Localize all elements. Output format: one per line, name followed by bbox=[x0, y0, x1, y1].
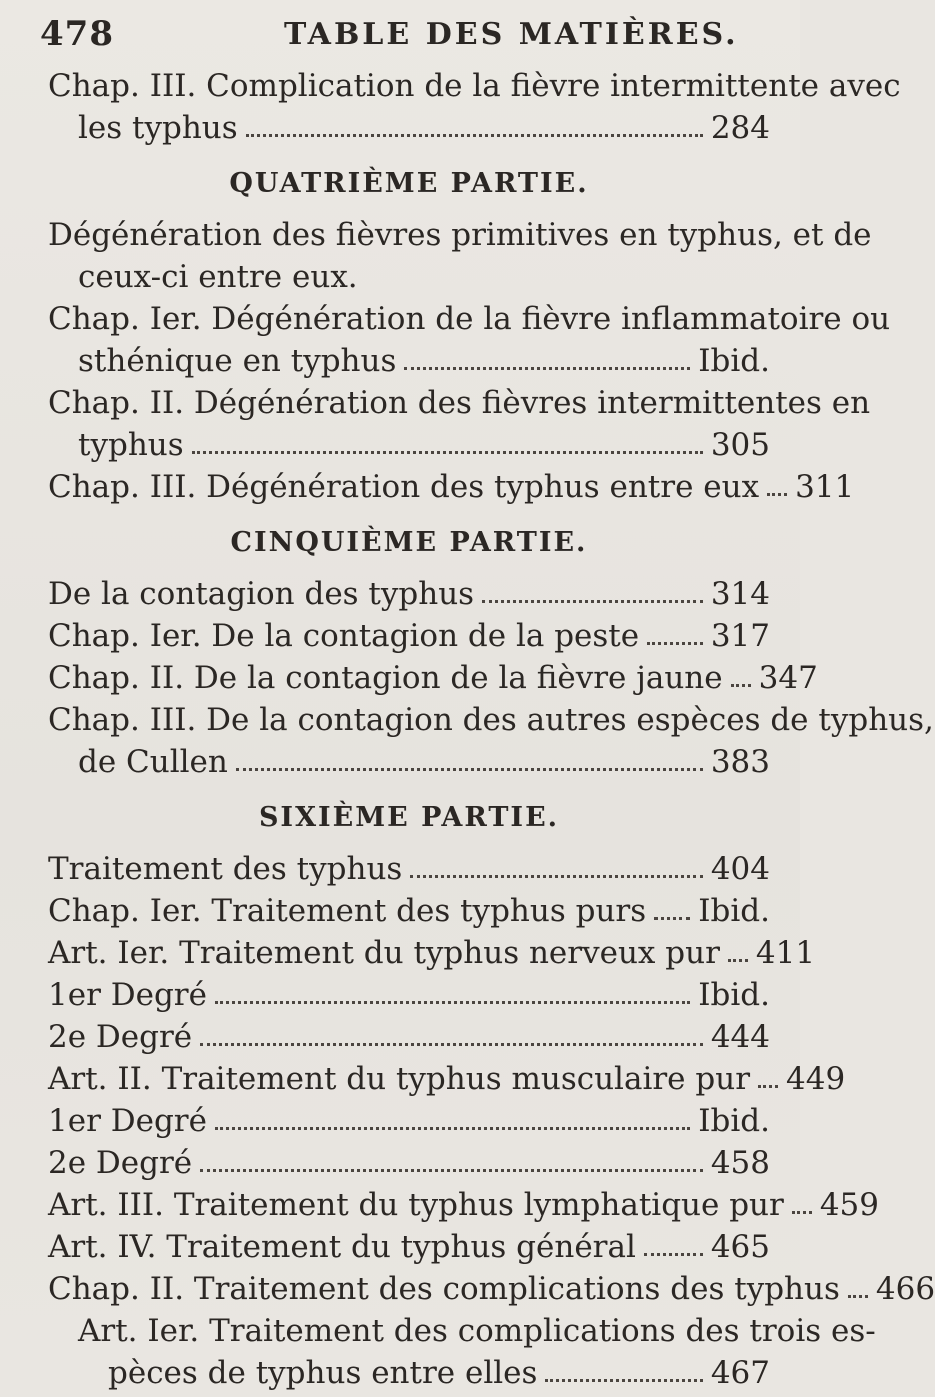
toc-entry bbox=[48, 851, 770, 887]
toc-entry-label: 2e Degré bbox=[48, 1019, 193, 1055]
dot-leader bbox=[410, 875, 703, 878]
toc-entry-label: 1er Degré bbox=[48, 977, 207, 1013]
dot-leader bbox=[404, 367, 690, 370]
toc-entry-label: Chap. Ier. De la contagion de la peste bbox=[48, 618, 640, 654]
dot-leader bbox=[246, 134, 703, 137]
toc-entry-label: 1er Degré bbox=[48, 1103, 207, 1139]
toc-page-number: 305 bbox=[710, 427, 770, 463]
dot-leader bbox=[767, 493, 787, 496]
toc-page-number: Ibid. bbox=[698, 1103, 770, 1139]
toc-entry-label: Chap. Ier. Dégénération de la fièvre inflammatoire ou bbox=[48, 301, 891, 337]
toc-page-number: 466 bbox=[875, 1271, 935, 1307]
page-number: 478 bbox=[40, 14, 114, 54]
toc-page-number: 411 bbox=[755, 935, 816, 971]
toc-page-number: 314 bbox=[710, 576, 770, 612]
toc-entry bbox=[48, 217, 872, 253]
toc-entry-label: Chap. III. Dégénération des typhus entre eux bbox=[48, 469, 760, 505]
toc-entry-continuation-row bbox=[48, 744, 770, 780]
toc-page-number: 284 bbox=[710, 110, 770, 146]
toc-entry-label: Art. III. Traitement du typhus lymphatique pur bbox=[48, 1187, 784, 1223]
dot-leader bbox=[644, 1253, 703, 1256]
toc-page-number: Ibid. bbox=[698, 343, 770, 379]
dot-leader bbox=[654, 917, 690, 920]
toc-entry-label: De la contagion des typhus bbox=[48, 576, 475, 612]
dot-leader bbox=[200, 1043, 703, 1046]
toc-page-number: 459 bbox=[819, 1187, 879, 1223]
toc-entry-label: Chap. III. De la contagion des autres espèces de typhus, bbox=[48, 702, 934, 738]
toc-entry bbox=[48, 68, 901, 104]
part-title: CINQUIÈME PARTIE. bbox=[230, 527, 588, 558]
part-title: SIXIÈME PARTIE. bbox=[258, 802, 560, 833]
toc-entry-label: Traitement des typhus bbox=[48, 851, 403, 887]
toc-entry bbox=[48, 1061, 846, 1097]
toc-entry bbox=[48, 1271, 935, 1307]
dot-leader bbox=[647, 642, 703, 645]
dot-leader bbox=[758, 1085, 778, 1088]
toc-entry bbox=[48, 893, 770, 929]
toc-entry-label: Art. Ier. Traitement du typhus nerveux pur bbox=[48, 935, 720, 971]
part-title: QUATRIÈME PARTIE. bbox=[229, 168, 589, 199]
toc-entry-label: Dégénération des fièvres primitives en typhus, et de bbox=[48, 217, 872, 253]
toc-page-number: Ibid. bbox=[698, 893, 770, 929]
toc-entry bbox=[48, 301, 891, 337]
toc-entry bbox=[48, 702, 934, 738]
toc-entry bbox=[48, 469, 855, 505]
toc-entry-label: Chap. Ier. Traitement des typhus purs bbox=[48, 893, 647, 929]
toc-entry-label: 2e Degré bbox=[48, 1145, 193, 1181]
toc-entry-continuation: pèces de typhus entre elles bbox=[108, 1355, 538, 1391]
toc-page-number: 465 bbox=[710, 1229, 770, 1265]
toc-page-number: 347 bbox=[758, 660, 818, 696]
toc-entry-label: Chap. II. Traitement des complications des typhus bbox=[48, 1271, 840, 1307]
toc-page-number: 317 bbox=[710, 618, 770, 654]
toc-entry-continuation: typhus bbox=[78, 427, 184, 463]
toc-entry-label: Chap. III. Complication de la fièvre intermittente avec bbox=[48, 68, 901, 104]
dot-leader bbox=[236, 768, 703, 771]
toc-entry-continuation: les typhus bbox=[78, 110, 238, 146]
toc-entry-continuation-row bbox=[48, 259, 770, 295]
toc-page-number: 458 bbox=[710, 1145, 770, 1181]
toc-page-number: 467 bbox=[710, 1355, 770, 1391]
dot-leader bbox=[731, 684, 751, 687]
toc-page-number: 383 bbox=[710, 744, 770, 780]
dot-leader bbox=[728, 959, 748, 962]
toc-entry-continuation-row bbox=[48, 110, 770, 146]
toc-entry-label: Art. II. Traitement du typhus musculaire pur bbox=[48, 1061, 751, 1097]
toc-entry-label: Art. Ier. Traitement des complications des trois es- bbox=[78, 1313, 876, 1349]
toc-page-number: 449 bbox=[786, 1061, 846, 1097]
toc-entry-label: Chap. II. De la contagion de la fièvre jaune bbox=[48, 660, 723, 696]
toc-entry-label: Art. IV. Traitement du typhus général bbox=[48, 1229, 636, 1265]
toc-page-number: 404 bbox=[710, 851, 770, 887]
dot-leader bbox=[192, 451, 703, 454]
toc-entry bbox=[48, 576, 770, 612]
toc-page-number: Ibid. bbox=[698, 977, 770, 1013]
toc-entry bbox=[48, 618, 770, 654]
toc-entry bbox=[48, 1145, 770, 1181]
toc-entry bbox=[48, 1103, 770, 1139]
toc-entry-continuation: de Cullen bbox=[78, 744, 228, 780]
dot-leader bbox=[848, 1295, 868, 1298]
toc-entry-continuation-row bbox=[48, 427, 770, 463]
dot-leader bbox=[482, 600, 703, 603]
toc-entry bbox=[48, 1019, 770, 1055]
toc-entry-continuation-row bbox=[48, 343, 770, 379]
toc-entry-continuation: ceux-ci entre eux. bbox=[78, 259, 358, 295]
toc-entry-continuation-row bbox=[48, 1355, 770, 1391]
toc-entry bbox=[48, 1187, 879, 1223]
dot-leader bbox=[200, 1169, 703, 1172]
toc-entry-label: Chap. II. Dégénération des fièvres intermittentes en bbox=[48, 385, 871, 421]
toc-page-number: 444 bbox=[710, 1019, 770, 1055]
toc-entry bbox=[48, 977, 770, 1013]
running-title: TABLE DES MATIÈRES. bbox=[283, 16, 739, 52]
toc-entry bbox=[48, 660, 818, 696]
dot-leader bbox=[215, 1127, 690, 1130]
toc-entry bbox=[48, 1229, 770, 1265]
dot-leader bbox=[215, 1001, 690, 1004]
table-of-contents bbox=[48, 62, 935, 1397]
toc-page-number: 311 bbox=[795, 469, 855, 505]
toc-entry bbox=[48, 385, 871, 421]
toc-entry bbox=[48, 935, 816, 971]
toc-entry-continuation: sthénique en typhus bbox=[78, 343, 397, 379]
page-header bbox=[40, 8, 760, 60]
dot-leader bbox=[792, 1211, 812, 1214]
dot-leader bbox=[545, 1379, 702, 1382]
toc-entry bbox=[48, 1313, 876, 1349]
